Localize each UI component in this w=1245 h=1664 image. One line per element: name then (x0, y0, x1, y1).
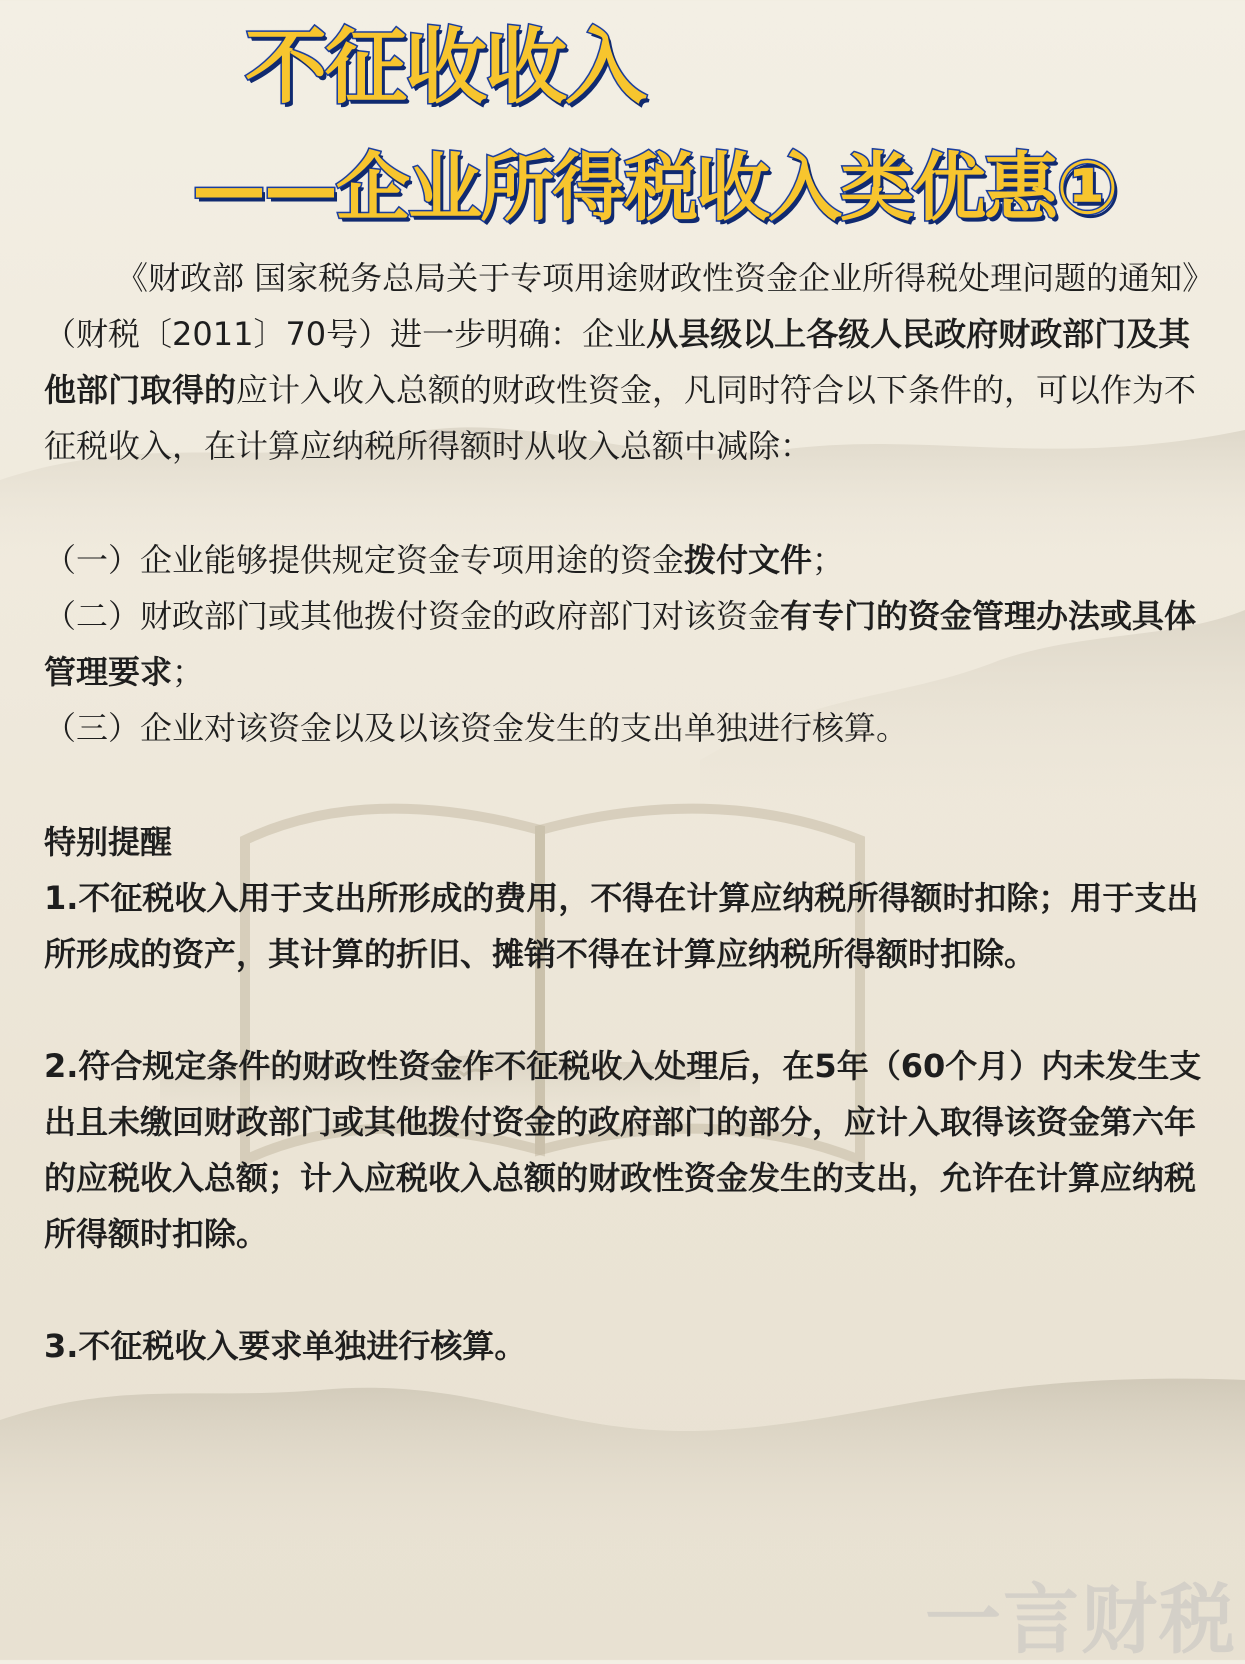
reminder-item-2: 2.符合规定条件的财政性资金作不征税收入处理后，在5年（60个月）内未发生支出且未缴回财政部门或其他拨付资金的政府部门的部分，应计入取得该资金第六年的应税收入总额；计入应税收入总额的财政性资金发生的支出，允许在计算应纳税所得额时扣除。 (44, 1047, 1202, 1253)
condition-2 (44, 588, 1204, 700)
spacer (44, 1262, 1204, 1318)
condition-2-emphasis: 有专门的资金管理办法或具体管理要求 (44, 597, 1197, 691)
condition-1-emphasis: 拨付文件 (684, 541, 813, 579)
condition-3: （三）企业对该资金以及以该资金发生的支出单独进行核算。 (44, 709, 909, 747)
spacer (44, 756, 1204, 814)
intro-emphasis: 从县级以上各级人民政府财政部门及其他部门取得的 (44, 315, 1191, 409)
reminder-item-3: 3.不征税收入要求单独进行核算。 (44, 1327, 527, 1365)
article-body (44, 250, 1204, 1374)
reminder-item-1: 1.不征税收入用于支出所形成的费用，不得在计算应纳税所得额时扣除；用于支出所形成的资产，其计算的折旧、摊销不得在计算应纳税所得额时扣除。 (44, 879, 1199, 973)
spacer (44, 982, 1204, 1038)
spacer (44, 474, 1204, 532)
reminder-heading: 特别提醒 (44, 823, 173, 861)
condition-1 (44, 532, 1204, 588)
condition-1-punct: ； (812, 541, 845, 579)
intro-text-1: 《财政部 国家税务总局关于专项用途财政性资金企业所得税处理问题的通知》（财税〔2011〕70号）进一步明确：企业 (44, 259, 1199, 353)
page-subtitle: ——企业所得税收入类优惠① (192, 145, 1117, 231)
condition-2-punct: ； (172, 653, 205, 691)
hill-bottom (0, 1379, 1245, 1560)
intro-text-2: 应计入收入总额的财政性资金，凡同时符合以下条件的，可以作为不征税收入，在计算应纳税所得额时从收入总额中减除： (44, 371, 1197, 465)
condition-1-text: （一）企业能够提供规定资金专项用途的资金 (44, 541, 685, 579)
brand-watermark: 一言财税 (925, 1575, 1237, 1664)
intro-paragraph (44, 250, 1204, 474)
page-title: 不征收收入 (245, 20, 646, 115)
condition-2-text: （二）财政部门或其他拨付资金的政府部门对该资金 (44, 597, 781, 635)
